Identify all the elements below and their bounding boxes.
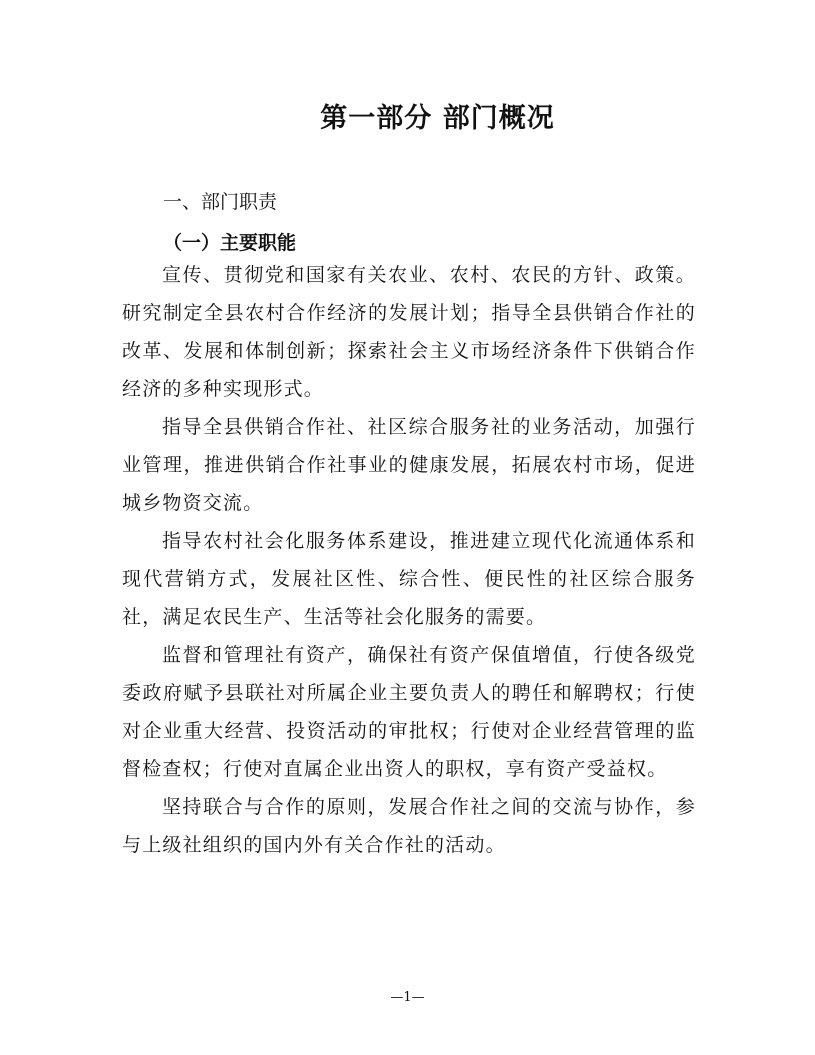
paragraph: 坚持联合与合作的原则，发展合作社之间的交流与协作，参与上级社组织的国内外有关合作社的活动。 bbox=[122, 796, 696, 856]
page-title: 第一部分 部门概况 bbox=[320, 103, 555, 134]
subsection-heading: （一）主要职能 bbox=[163, 232, 297, 254]
paragraph: 指导农村社会化服务体系建设，推进建立现代化流通体系和现代营销方式，发展社区性、综合性、便民性的社区综合服务社，满足农民生产、生活等社会化服务的需要。 bbox=[122, 530, 696, 628]
paragraph: 宣传、贯彻党和国家有关农业、农村、农民的方针、政策。研究制定全县农村合作经济的发展计划；指导全县供销合作社的改革、发展和体制创新；探索社会主义市场经济条件下供销合作经济的多种实现形式。 bbox=[122, 264, 696, 400]
page-number: —1— bbox=[390, 990, 425, 1005]
body-text bbox=[122, 256, 696, 864]
paragraph: 指导全县供销合作社、社区综合服务社的业务活动，加强行业管理，推进供销合作社事业的健康发展，拓展农村市场，促进城乡物资交流。 bbox=[122, 416, 696, 514]
section-heading: 一、部门职责 bbox=[163, 191, 278, 213]
paragraph: 监督和管理社有资产，确保社有资产保值增值，行使各级党委政府赋予县联社对所属企业主要负责人的聘任和解聘权；行使对企业重大经营、投资活动的审批权；行使对企业经营管理的监督检查权；行使对直属企业出资人的职权，享有资产受益权。 bbox=[122, 644, 696, 780]
